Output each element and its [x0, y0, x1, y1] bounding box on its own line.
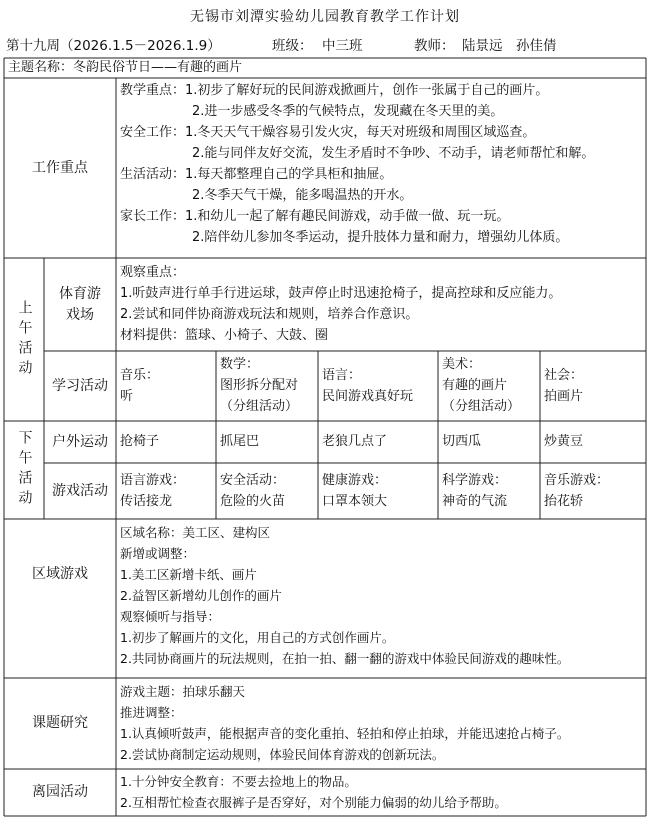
outdoor-item: 切西瓜 [442, 434, 482, 449]
area-games-line: 1.美工区新增卡纸、画片 [120, 567, 257, 582]
work-focus-line: 2.陪伴幼儿参加冬季运动，提升肢体力量和耐力，增强幼儿体质。 [192, 230, 569, 245]
research-line: 游戏主题：拍球乐翻天 [120, 684, 246, 699]
work-focus-label: 工作重点 [32, 159, 88, 176]
outdoor-item: 抓尾巴 [220, 434, 260, 449]
research-label: 课题研究 [32, 715, 88, 731]
sports-content [120, 262, 644, 350]
work-focus-line: 生活活动：1.每天都整理自己的学具柜和抽屉。 [120, 167, 393, 182]
afternoon-label: 下午活动 [16, 430, 33, 510]
week-range: 第十九周（2026.1.5－2026.1.9） [6, 38, 221, 54]
study-item-social: 社会： 拍画片 [544, 368, 584, 404]
theme-name: 主题名称：冬韵民俗节日——有趣的画片 [8, 60, 243, 75]
study-label: 学习活动 [52, 377, 108, 394]
teacher-names: 陆景远 孙佳倩 [462, 38, 557, 54]
research-line: 1.认真倾听鼓声，能根据声音的变化重拍、轻拍和停止拍球，并能迅速抢占椅子。 [120, 726, 570, 741]
game-item: 安全活动： 危险的火苗 [220, 473, 286, 509]
leaving-label: 离园活动 [32, 784, 88, 800]
study-item-music: 音乐： 听 [120, 368, 160, 404]
work-focus-line: 安全工作：1.冬天天气干燥容易引发火灾，每天对班级和周围区域巡查。 [120, 125, 536, 140]
work-focus-line: 家长工作：1.和幼儿一起了解有趣民间游戏，动手做一做、玩一玩。 [120, 209, 510, 224]
area-games-label: 区域游戏 [32, 565, 88, 582]
research-content [120, 681, 645, 767]
area-games-line: 2.共同协商画片的玩法规则，在拍一拍、翻一翻的游戏中体验民间游戏的趣味性。 [120, 651, 570, 666]
sports-line: 1.听鼓声进行单手行进运球，鼓声停止时迅速抢椅子，提高控球和反应能力。 [120, 286, 562, 301]
teacher-label: 教师： [414, 38, 455, 54]
leaving-line: 2.互相帮忙检查衣服裤子是否穿好，对个别能力偏弱的幼儿给予帮助。 [120, 795, 507, 810]
study-item-language: 语言： 民间游戏真好玩 [322, 368, 414, 404]
game-item: 健康游戏： 口罩本领大 [322, 473, 388, 509]
area-games-line: 新增或调整： [120, 546, 196, 561]
work-focus-line: 2.进一步感受冬季的气候特点，发现藏在冬天里的美。 [192, 104, 504, 119]
outdoor-item: 炒黄豆 [544, 434, 584, 449]
document-title: 无锡市刘潭实验幼儿园教育教学工作计划 [190, 9, 460, 25]
game-item: 音乐游戏： 抬花轿 [544, 473, 610, 509]
leaving-line: 1.十分钟安全教育：不要去捡地上的物品。 [120, 774, 357, 789]
research-line: 2.尝试协商制定运动规则，体验民间体育游戏的创新玩法。 [120, 747, 445, 762]
games-label: 游戏活动 [52, 482, 108, 499]
sports-label: 体育游戏场 [59, 285, 101, 323]
research-line: 推进调整： [120, 705, 183, 720]
outdoor-item: 老狼几点了 [322, 434, 388, 449]
area-games-line: 1.初步了解画片的文化，用自己的方式创作画片。 [120, 630, 395, 645]
work-focus-line: 2.冬季天气干燥，能多喝温热的开水。 [192, 188, 413, 203]
work-focus-line: 教学重点：1.初步了解好玩的民间游戏掀画片，创作一张属于自己的画片。 [120, 83, 549, 98]
work-focus-content [120, 80, 644, 256]
work-focus-line: 2.能与同伴友好交流，发生矛盾时不争吵、不动手，请老师帮忙和解。 [192, 146, 595, 161]
sports-line: 材料提供：篮球、小椅子、大鼓、圈 [120, 328, 329, 343]
class-value: 中三班 [322, 38, 363, 54]
header-line [6, 34, 646, 54]
area-games-line: 区域名称：美工区、建构区 [120, 525, 271, 540]
area-games-content [120, 522, 645, 676]
study-item-math: 数学： 图形拆分配对 （分组活动） [220, 357, 299, 414]
game-item: 科学游戏： 神奇的气流 [442, 473, 508, 509]
leaving-content [120, 771, 645, 815]
outdoor-label: 户外运动 [52, 433, 108, 450]
outdoor-item: 抢椅子 [120, 434, 160, 449]
study-item-art: 美术： 有趣的画片 （分组活动） [442, 357, 521, 414]
area-games-line: 2.益智区新增幼儿创作的画片 [120, 588, 282, 603]
morning-label: 上午活动 [16, 299, 33, 380]
class-label: 班级： [272, 38, 313, 54]
sports-line: 2.尝试和同伴协商游戏玩法和规则，培养合作意识。 [120, 307, 419, 322]
area-games-line: 观察倾听与指导： [120, 609, 221, 624]
game-item: 语言游戏： 传话接龙 [120, 473, 186, 509]
sports-line: 观察重点： [120, 265, 186, 280]
